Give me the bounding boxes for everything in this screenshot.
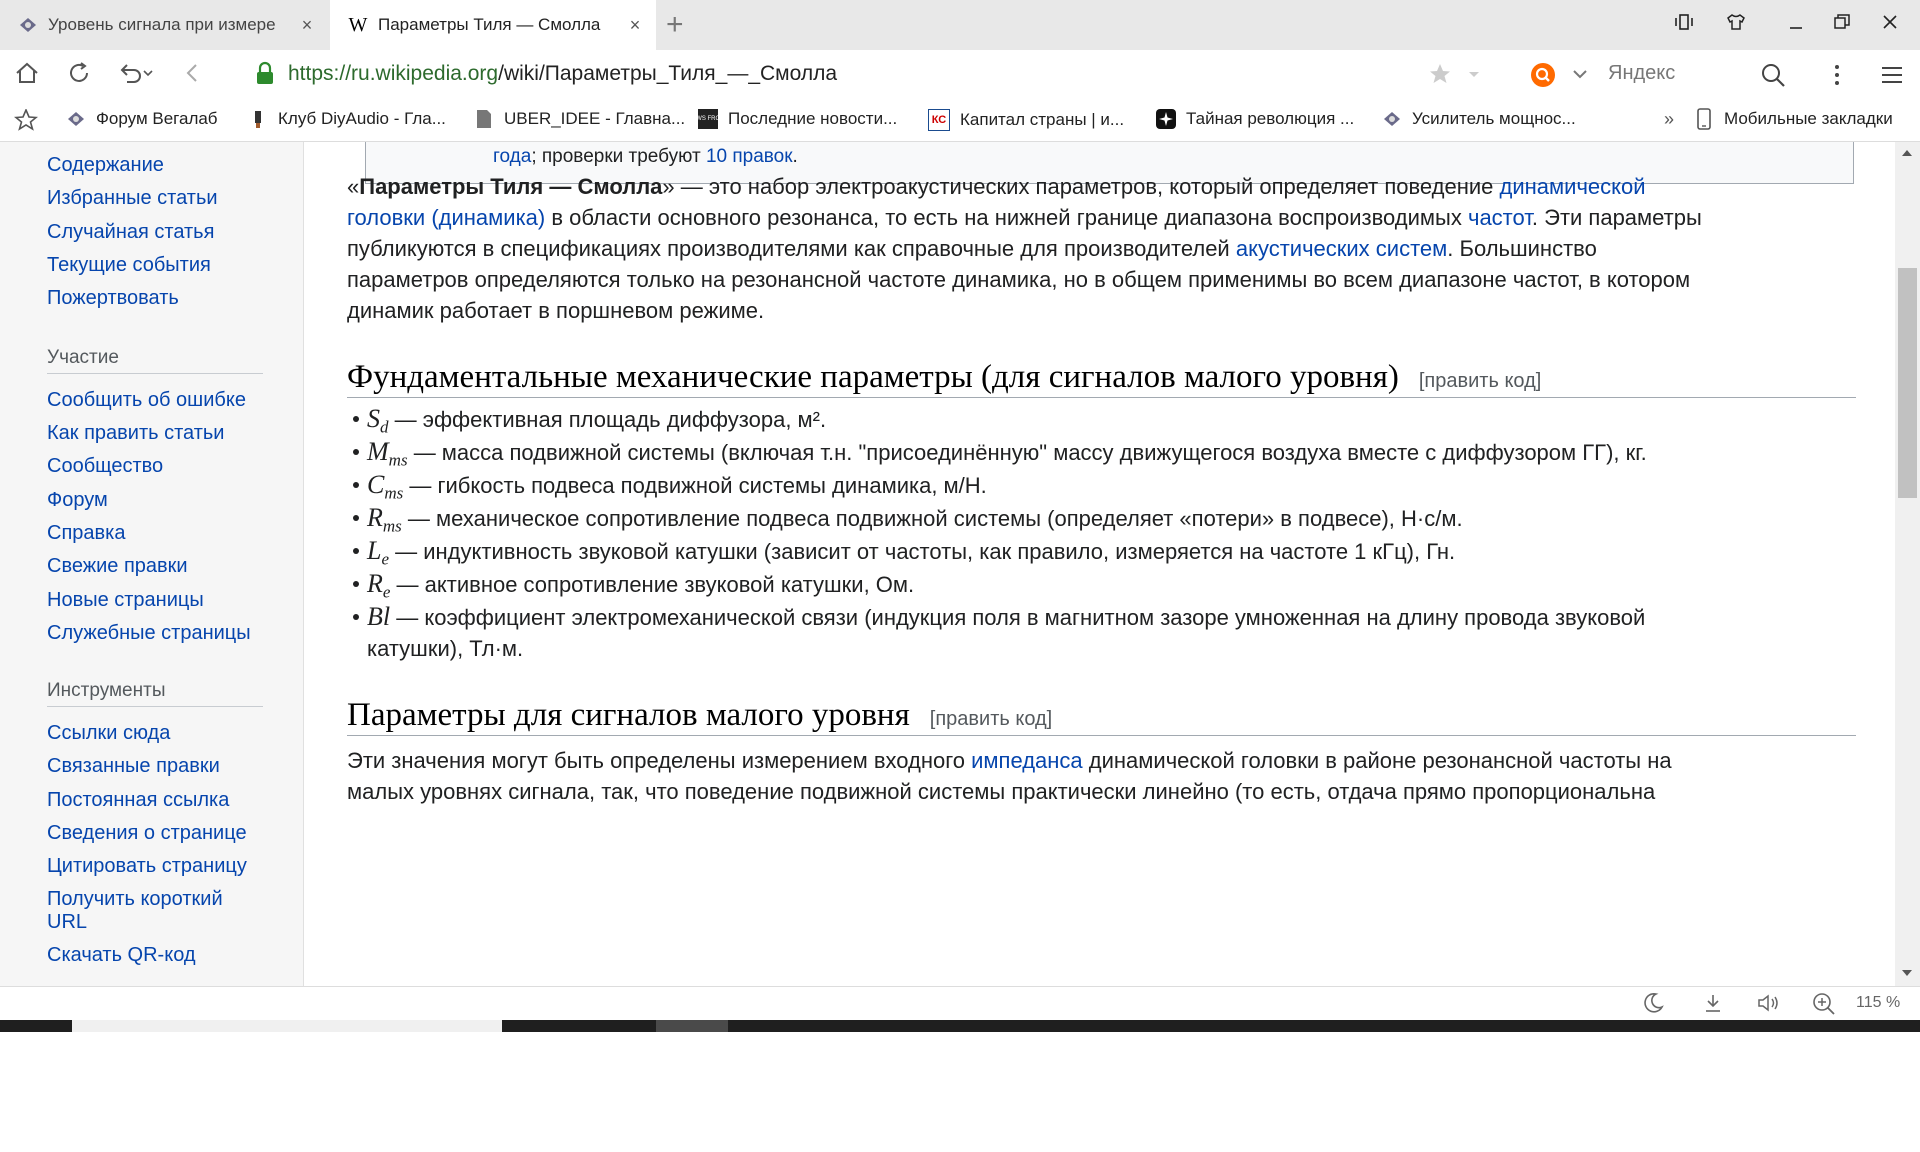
list-item: $R_{ms}$ — механическое сопротивление подвеса подвижной системы (определяет «потери» в подвесе), Н·с/м. [367,503,1463,536]
close-window-icon[interactable] [1880,12,1900,38]
sound-icon[interactable] [1756,992,1782,1020]
scroll-down-icon[interactable] [1901,968,1913,978]
sidebar-item-permanent-link[interactable]: Постоянная ссылка [47,789,230,811]
list-item: $S_d$ — эффективная площадь диффузора, м². [367,404,826,437]
intro-line-5: динамик работает в поршневом режиме. [347,298,765,323]
bookmarks-star-icon[interactable] [14,109,38,131]
scrollbar-thumb[interactable] [1898,268,1917,498]
link-dynamic-head[interactable]: динамической [1499,174,1646,199]
list-item: $C_{ms}$ — гибкость подвеса подвижной системы динамика, м/Н. [367,470,987,503]
hamburger-menu-icon[interactable] [1880,62,1904,95]
url-host: https://ru.wikipedia.org [288,62,499,85]
bookmark-label: Тайная революция ... [1186,109,1355,128]
sidebar-item-what-links-here[interactable]: Ссылки сюда [47,722,171,744]
link-impedance[interactable]: импеданса [971,748,1083,773]
list-item-continuation: катушки), Тл·м. [367,636,524,661]
url-field[interactable] [288,62,837,86]
new-tab-button[interactable]: + [666,8,684,41]
bookmark-dropdown-icon[interactable] [1466,62,1482,93]
bookmark-label: Последние новости... [728,109,898,128]
search-icon[interactable] [1760,62,1786,95]
bookmark-label: Клуб DiyAudio - Гла... [278,109,446,128]
section-heading-small-signal: Параметры для сигналов малого уровня [править код] [347,697,1053,733]
wiki-sidebar [0,142,304,986]
vegalab-favicon-icon [18,15,38,35]
reload-icon[interactable] [66,60,92,93]
address-toolbar [0,50,1920,98]
mobile-bookmarks[interactable] [1694,109,1893,129]
sidebar-item-how-to-edit[interactable]: Как править статьи [47,422,225,444]
intro-line-1: «Параметры Тиля — Смолла» — это набор электроакустических параметров, который определяет поведение динамической [347,174,1646,199]
edit-source-link[interactable]: [править код] [1418,370,1542,392]
url-path: /wiki/Параметры_Тиля_—_Смолла [498,62,838,85]
tab-signal-level[interactable] [0,0,328,50]
sidebar-divider [47,706,263,707]
bookmark-usilitel[interactable] [1382,109,1576,129]
bookmark-tainaya-revolyutsiya[interactable] [1156,109,1354,129]
sidebar-heading-tools: Инструменты [47,680,166,701]
theme-shirt-icon[interactable] [1726,12,1746,38]
back-icon[interactable] [182,60,202,93]
bookmark-label: Усилитель мощнос... [1412,109,1576,128]
bookmarks-overflow-button[interactable]: » [1664,109,1675,129]
diyaudio-icon [248,109,268,129]
page-scrollbar[interactable] [1895,142,1920,986]
bookmark-label: Капитал страны | и... [960,110,1125,129]
sidebar-item-report-error[interactable]: Сообщить об ошибке [47,389,246,411]
sidebar-item-new-pages[interactable]: Новые страницы [47,589,204,611]
sidebar-item-featured[interactable]: Избранные статьи [47,187,218,209]
bookmark-kapital-strany[interactable] [928,109,1124,131]
bookmark-news-front[interactable] [687,109,898,129]
notice-link-year[interactable]: года [493,146,532,167]
page-icon [474,109,494,129]
star-icon [1156,109,1176,129]
article-subject: Параметры Тиля — Смолла [359,174,663,199]
heading-underline [347,735,1856,736]
vegalab-icon [66,109,86,129]
bookmark-label: Форум Вегалаб [96,109,218,128]
tab-title: Параметры Тиля — Смолла [378,15,601,34]
sidebar-item-forum[interactable]: Форум [47,489,108,511]
mobile-phone-icon [1694,109,1714,129]
link-frequencies[interactable]: частот [1467,205,1532,230]
list-item: $M_{ms}$ — масса подвижной системы (включая т.н. "присоединённую" массу движущегося воздуха вместе с диффузором ГГ), кг. [367,437,1647,470]
sidebar-item-short-url[interactable]: Получить короткий [47,888,223,910]
secure-lock-icon[interactable] [254,60,276,93]
bookmark-star-icon[interactable] [1428,62,1452,93]
tab-close-icon[interactable]: × [629,14,641,35]
list-item: Bl — коэффициент электромеханической связи (индукция поля в магнитном зазоре умноженная на длину провода звуковой [367,602,1645,632]
intro-line-4: параметров определяются только на резонансной частоте динамика, но в общем применимы во всем диапазоне частот, в котором [347,267,1691,292]
search-input[interactable]: Яндекс [1608,62,1676,84]
kc-icon: КС [928,109,950,131]
sidebar-item-contents[interactable]: Содержание [47,154,164,176]
article-content [305,142,1895,986]
download-icon[interactable] [1702,992,1724,1020]
taskbar-strip [0,1020,1920,1032]
list-item: $L_e$ — индуктивность звуковой катушки (зависит от частоты, как правило, измеряется на частоте 1 кГц), Гн. [367,536,1455,569]
bookmarks-bar [0,98,1920,142]
sidebar-item-page-info[interactable]: Сведения о странице [47,822,247,844]
bookmark-label: UBER_IDEE - Главна... [504,109,686,128]
tab-title: Уровень сигнала при измере [48,15,276,34]
bookmark-uber-idee[interactable] [474,109,685,129]
list-item: $R_e$ — активное сопротивление звуковой катушки, Ом. [367,569,914,602]
section-heading-fundamental: Фундаментальные механические параметры (для сигналов малого уровня) [править код] [347,359,1542,395]
intro-line-2: головки (динамика) в области основного резонанса, то есть на нижней границе диапазона воспроизводимых частот. Эти параметры [347,205,1702,230]
notice-link-edits[interactable]: 10 правок [705,146,793,167]
sidebar-divider [47,373,263,374]
sidebar-heading-participation: Участие [47,347,119,368]
intro-line-3: публикуются в спецификациях производителями как справочные для производителей акустических систем. Большинство [347,236,1597,261]
sidebar-item-related-changes[interactable]: Связанные правки [47,755,220,777]
tab-thiele-small[interactable] [330,0,656,50]
tab-close-icon[interactable]: × [301,14,313,35]
link-acoustic-systems[interactable]: акустических систем [1235,236,1448,261]
heading-underline [347,397,1856,398]
sidebar-item-community[interactable]: Сообщество [47,455,164,477]
sidebar-item-donate[interactable]: Пожертвовать [47,287,179,309]
night-mode-icon[interactable] [1642,992,1664,1020]
zoom-in-icon[interactable] [1812,992,1836,1022]
bookmark-label: Мобильные закладки [1724,109,1893,128]
link-dynamic-head-cont[interactable]: головки (динамика) [347,205,546,230]
tab-manager-icon[interactable] [1674,12,1694,38]
sidebar-item-help[interactable]: Справка [47,522,126,544]
search-engine-dropdown-icon[interactable] [1570,62,1590,93]
sidebar-item-short-url-cont[interactable]: URL [47,911,88,933]
section2-line-1: Эти значения могут быть определены измерением входного импеданса динамической головки в районе резонансной частоты на [347,748,1672,773]
home-icon[interactable] [14,60,40,93]
status-bar [0,986,1920,1020]
taskbar-segment [72,1020,502,1032]
wikipedia-favicon-icon: W [348,13,368,36]
undo-close-tab-icon[interactable] [118,60,154,93]
zoom-level[interactable]: 115 % [1856,994,1901,1011]
sidebar-item-cite-page[interactable]: Цитировать страницу [47,855,247,877]
edit-source-link[interactable]: [править код] [929,708,1053,730]
newsfront-icon: NEWS FRONT [698,109,718,129]
sidebar-item-qr-code[interactable]: Скачать QR-код [47,944,196,966]
bookmark-forum-vegalab[interactable] [66,109,218,129]
sidebar-item-current-events[interactable]: Текущие события [47,254,211,276]
yandex-search-icon[interactable] [1530,62,1556,95]
scroll-up-icon[interactable] [1901,148,1913,158]
restore-icon[interactable] [1832,12,1852,38]
tab-bar [0,0,1920,50]
more-menu-icon[interactable] [1832,62,1842,95]
vegalab-icon [1382,109,1402,129]
minimize-icon[interactable] [1786,12,1806,38]
notice-text: года; проверки требуют 10 правок. [493,146,798,167]
taskbar-segment [656,1020,728,1032]
sidebar-item-recent-changes[interactable]: Свежие правки [47,555,188,577]
section2-line-2: малых уровнях сигнала, так, что поведение подвижной системы практически линейно (то есть, отдача прямо пропорциональна [347,779,1656,804]
sidebar-item-random[interactable]: Случайная статья [47,221,215,243]
sidebar-item-special-pages[interactable]: Служебные страницы [47,622,251,644]
bookmark-diyaudio[interactable] [248,109,446,129]
